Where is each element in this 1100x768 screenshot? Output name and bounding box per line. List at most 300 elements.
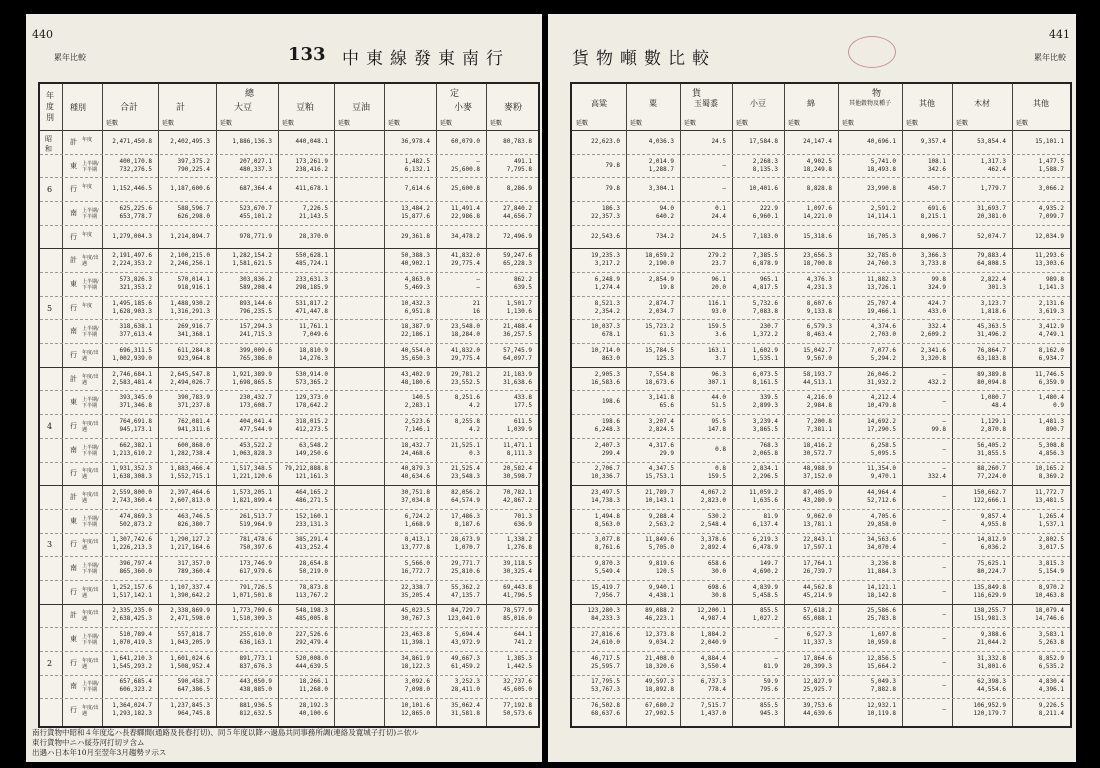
- page-number: 440: [32, 28, 53, 41]
- data-cell: 6,258.5 5,095.5: [870, 441, 896, 457]
- data-cell: 7,200.8 7,381.1: [806, 418, 832, 433]
- station-label: 東: [70, 516, 77, 525]
- data-cell: 318,015.2 412,273.5: [295, 418, 328, 433]
- station-label: 東: [70, 398, 77, 407]
- data-cell: 463,746.5 826,380.7: [177, 512, 210, 528]
- data-cell: 4,705.6 29,858.0: [867, 512, 896, 528]
- data-cell: 762,081.4 941,311.6: [177, 418, 210, 433]
- data-cell: 75,625.1 80,224.7: [977, 560, 1006, 576]
- row-line: [572, 414, 1070, 415]
- data-cell: 14,121.1 18,142.8: [867, 583, 896, 599]
- data-cell: 691.6 8,215.1: [920, 204, 946, 220]
- data-cell: 764,691.8 945,173.1: [119, 418, 152, 433]
- data-cell: 23,548.0 18,284.0: [451, 323, 480, 339]
- data-cell: 21,525.4 23,548.3: [451, 465, 480, 481]
- data-cell: 11,059.2 1,635.6: [749, 489, 778, 505]
- row-line: [40, 390, 538, 391]
- data-cell: 11,293.6 13,303.6: [1035, 252, 1064, 268]
- data-cell: 7,077.6 5,294.2: [870, 346, 896, 362]
- row-kind: 年度/出遇: [82, 492, 99, 505]
- data-cell: 12,373.8 9,034.2: [645, 631, 674, 647]
- row-line: [572, 556, 1070, 557]
- data-cell: 625,225.6 653,778.7: [119, 204, 152, 220]
- commodity-header: 麥粉: [504, 103, 523, 113]
- data-cell: 318,638.1 377,613.4: [119, 323, 152, 339]
- data-cell: 40,554.0 35,650.3: [401, 346, 430, 362]
- column-line: [784, 84, 785, 726]
- column-line: [384, 84, 385, 726]
- row-line: [572, 177, 1070, 178]
- data-cell: 550,628.1 485,724.1: [295, 252, 328, 268]
- year-label: 4: [47, 422, 53, 431]
- data-cell: —: [942, 398, 946, 406]
- row-kind: 上半期/下半期: [82, 563, 99, 576]
- data-cell: 39,118.5 30,325.4: [503, 560, 532, 576]
- data-cell: 11,746.5 6,359.9: [1035, 370, 1064, 386]
- data-cell: 78,873.8 113,767.2: [295, 583, 328, 599]
- data-cell: —: [942, 706, 946, 714]
- data-cell: 520,008.0 444,639.5: [295, 654, 328, 670]
- unit-header: 延數: [220, 120, 233, 127]
- data-cell: 13,484.2 15,877.6: [401, 204, 430, 220]
- data-cell: 433.8 177.5: [513, 394, 532, 410]
- table-number: 133: [288, 44, 326, 65]
- station-label: 南: [70, 208, 77, 217]
- commodity-header: 小麥: [454, 103, 473, 113]
- data-cell: 9,388.6 21,044.2: [977, 631, 1006, 647]
- data-cell: 52,074.7: [977, 232, 1006, 240]
- data-cell: 557,818.7 1,043,205.9: [170, 631, 210, 647]
- unit-header: 延數: [736, 120, 749, 127]
- data-cell: 2,706.7 10,336.7: [591, 465, 620, 481]
- row-line: [40, 698, 538, 699]
- data-cell: 29,361.8: [401, 232, 430, 240]
- data-cell: 106,952.9 120,179.7: [973, 702, 1006, 718]
- data-cell: 227,526.6 292,479.4: [295, 631, 328, 647]
- year-label: 3: [47, 540, 53, 550]
- data-cell: 9,870.3 5,549.4: [594, 560, 620, 576]
- row-kind: 年度/出遇: [82, 610, 99, 623]
- row-line: [40, 675, 538, 676]
- data-cell: 12,827.9 25,925.7: [803, 678, 832, 694]
- unit-header: 延數: [576, 120, 589, 127]
- data-cell: — —: [476, 275, 480, 291]
- data-cell: 1,107,337.4 1,390,642.2: [170, 583, 210, 599]
- row-line: [572, 509, 1070, 510]
- row-line: [40, 509, 538, 510]
- data-cell: 2,559,800.0 2,743,360.4: [112, 489, 152, 505]
- data-cell: —: [942, 540, 946, 548]
- data-cell: 1,886,136.3: [232, 137, 272, 145]
- data-cell: 198.6 6,248.3: [594, 418, 620, 433]
- data-cell: 644.1 741.2: [513, 631, 532, 647]
- page-title: 中東線發東南行: [342, 49, 510, 69]
- page-title-right: 貨物噸數比較: [572, 49, 716, 69]
- data-cell: 332.4 2,609.2: [920, 323, 946, 339]
- data-cell: 6,579.3 8,463.4: [806, 323, 832, 339]
- data-cell: 317,357.0 789,360.4: [177, 560, 210, 576]
- data-cell: 35,062.4 31,581.8: [451, 702, 480, 718]
- data-cell: 1,097.6 14,221.0: [803, 204, 832, 220]
- data-cell: 3,123.7 1,818.6: [980, 299, 1006, 315]
- column-line: [436, 84, 437, 726]
- data-cell: 23,656.3 18,700.8: [803, 252, 832, 268]
- data-cell: 1,214,894.7: [170, 232, 210, 240]
- data-cell: 96.1 20.0: [711, 275, 726, 291]
- data-cell: 1,237,845.3 964,745.8: [170, 702, 210, 718]
- commodity-header: 豆粕: [296, 103, 315, 113]
- data-cell: 63,548.2 149,250.6: [295, 441, 328, 457]
- data-cell: 269,916.7 341,368.1: [177, 323, 210, 339]
- row-line: [572, 438, 1070, 439]
- data-cell: 43,402.9 48,180.6: [401, 370, 430, 386]
- data-cell: —: [942, 658, 946, 666]
- data-cell: 8,251.6 4.2: [454, 394, 480, 410]
- data-cell: 28,370.0: [299, 232, 328, 240]
- data-cell: 99.8 324.9: [927, 275, 946, 291]
- data-cell: —: [774, 635, 778, 643]
- row-line: [40, 272, 538, 273]
- data-cell: 140.5 2,283.1: [404, 394, 430, 410]
- data-cell: 6,527.3 11,337.3: [803, 631, 832, 647]
- data-cell: 8,906.7: [920, 232, 946, 240]
- data-cell: 590,458.7 647,386.5: [177, 678, 210, 694]
- row-line: [40, 319, 538, 320]
- data-cell: —: [942, 587, 946, 595]
- data-cell: — 25,600.8: [451, 157, 480, 173]
- data-cell: 2,335,235.0 2,638,425.3: [112, 607, 152, 623]
- data-cell: 18,432.7 24,468.6: [401, 441, 430, 457]
- data-cell: 12,034.9: [1035, 232, 1064, 240]
- data-cell: 12,932.1 10,119.8: [867, 702, 896, 718]
- column-line: [486, 84, 487, 726]
- row-kind: 年度/出遇: [82, 586, 99, 599]
- row-line: [572, 154, 1070, 155]
- data-cell: 2,591.2 14,114.1: [867, 204, 896, 220]
- station-label: 行: [70, 303, 77, 312]
- data-cell: 1,601,024.6 1,508,952.4: [170, 654, 210, 670]
- data-cell: 390,783.9 371,237.8: [177, 394, 210, 410]
- data-cell: 8,970.2 10,463.8: [1035, 583, 1064, 599]
- data-cell: 8,286.9: [506, 185, 532, 193]
- row-kind: 年度/出遇: [82, 255, 99, 268]
- data-cell: 26,046.2 31,932.2: [867, 370, 896, 386]
- row-line: [572, 627, 1070, 628]
- footnote-1: 南行貨物中昭和４年度迄ハ長春驛間(通路及長春打切)、同５年度以降ハ過島共同事務所調(連絡及寛城子打切)ニ依ル: [32, 728, 419, 737]
- station-label: 行: [70, 350, 77, 359]
- data-cell: 89,389.8 80,094.8: [977, 370, 1006, 386]
- data-cell: 96.3 307.1: [707, 370, 726, 386]
- data-cell: — 81.9: [763, 654, 778, 670]
- data-cell: 1,129.1 2,870.8: [980, 418, 1006, 433]
- data-cell: 53,854.4: [977, 137, 1006, 145]
- data-cell: 17,795.5 53,767.3: [591, 678, 620, 694]
- data-cell: —: [942, 682, 946, 690]
- data-cell: 152,160.1 233,131.3: [295, 512, 328, 528]
- row-line: [572, 485, 1070, 486]
- data-cell: 10,401.6: [749, 185, 778, 193]
- group-label: 貨: [692, 89, 702, 99]
- data-cell: 1,477.5 1,588.7: [1038, 157, 1064, 173]
- data-cell: 129,373.0 178,642.2: [295, 394, 328, 410]
- data-cell: 15,784.5 125.3: [645, 346, 674, 362]
- data-cell: 1,481.3 890.7: [1038, 418, 1064, 433]
- data-cell: 1,338.2 1,276.8: [506, 536, 532, 552]
- row-kind: 年度/出遇: [82, 373, 99, 386]
- data-cell: 57,618.2 65,088.1: [803, 607, 832, 623]
- row-kind: 年度: [82, 136, 93, 143]
- data-cell: 397,375.2 790,225.4: [177, 157, 210, 173]
- row-line: [40, 154, 538, 155]
- column-line: [732, 84, 733, 726]
- data-cell: 2,834.1 2,296.5: [752, 465, 778, 481]
- data-cell: 70,782.1 42,867.2: [503, 489, 532, 505]
- data-cell: 11,772.7 13,481.5: [1035, 489, 1064, 505]
- data-cell: 44,964.4 52,712.6: [867, 489, 896, 505]
- unit-header: 延數: [842, 120, 855, 127]
- data-cell: 1,573,205.1 1,821,899.4: [232, 489, 272, 505]
- data-cell: 4,216.0 2,984.8: [806, 394, 832, 410]
- data-cell: 1,265.4 1,537.1: [1038, 512, 1064, 528]
- data-cell: 31,332.8 31,801.6: [977, 654, 1006, 670]
- side-tag-right: 累年比較: [1034, 53, 1066, 62]
- column-line: [62, 84, 63, 726]
- data-cell: 9,226.5 8,211.4: [1038, 702, 1064, 718]
- data-cell: 989.8 1,141.3: [1038, 275, 1064, 291]
- data-cell: 1,517,348.5 1,221,120.6: [232, 465, 272, 481]
- data-cell: 21,525.1 0.3: [451, 441, 480, 457]
- row-line: [40, 177, 538, 178]
- data-cell: 88,260.7 77,224.0: [977, 465, 1006, 481]
- data-cell: 1,494.8 8,563.0: [594, 512, 620, 528]
- data-cell: 443,050.9 438,885.0: [239, 678, 272, 694]
- data-cell: 3,141.8 65.6: [648, 394, 674, 410]
- data-cell: 2,854.9 19.8: [648, 275, 674, 291]
- data-cell: 173,261.9 238,416.2: [295, 157, 328, 173]
- data-cell: 279.2 23.7: [707, 252, 726, 268]
- data-cell: 9,857.4 4,955.8: [980, 512, 1006, 528]
- year-label: 2: [47, 658, 53, 668]
- data-cell: 23,463.8 11,398.1: [401, 631, 430, 647]
- data-cell: 2,407.3 299.4: [594, 441, 620, 457]
- row-line: [40, 533, 538, 534]
- row-line: [40, 485, 538, 486]
- data-cell: 1,641,210.3 1,545,293.2: [112, 654, 152, 670]
- data-cell: 9,062.0 13,781.1: [803, 512, 832, 528]
- unit-header: 延數: [282, 120, 295, 127]
- data-cell: 393,345.0 371,346.8: [119, 394, 152, 410]
- data-cell: 21,789.7 10,143.1: [645, 489, 674, 505]
- row-kind: 上半期/下半期: [82, 515, 99, 528]
- data-cell: 76,502.8 68,637.6: [591, 702, 620, 718]
- station-label: 南: [70, 327, 77, 336]
- data-cell: 2,746,684.1 2,583,481.4: [112, 370, 152, 386]
- station-label: 東: [70, 161, 77, 170]
- station-label: 南: [70, 682, 77, 691]
- data-cell: 0.1 24.4: [711, 204, 726, 220]
- station-label: 計: [70, 611, 77, 620]
- data-cell: 400,170.8 732,276.5: [119, 157, 152, 173]
- row-kind: 年度/出遇: [82, 539, 99, 552]
- unit-header: 延數: [338, 120, 351, 127]
- data-cell: —: [942, 493, 946, 501]
- data-cell: 411,678.1: [295, 185, 328, 193]
- data-cell: 94.0 640.2: [655, 204, 674, 220]
- data-cell: 6,724.2 1,668.9: [404, 512, 430, 528]
- data-cell: 34,478.2: [451, 232, 480, 240]
- data-cell: 22,843.1 17,597.1: [803, 536, 832, 552]
- data-cell: 22,543.6: [591, 232, 620, 240]
- data-cell: 31,693.7 20,381.0: [977, 204, 1006, 220]
- data-cell: —: [942, 516, 946, 524]
- data-cell: 978,771.9: [239, 232, 272, 240]
- station-label: 計: [70, 137, 77, 146]
- data-cell: 44,562.8 45,214.9: [803, 583, 832, 599]
- data-cell: 7,515.7 1,437.0: [700, 702, 726, 718]
- data-cell: 4,212.4 10,479.8: [867, 394, 896, 410]
- data-cell: 523,670.7 455,101.2: [239, 204, 272, 220]
- data-cell: 4,830.4 4,396.1: [1038, 678, 1064, 694]
- data-cell: 855.5 1,027.2: [752, 607, 778, 623]
- data-cell: 4,884.4 3,550.4: [700, 654, 726, 670]
- row-line: [40, 462, 538, 463]
- data-cell: 36,978.4: [401, 137, 430, 145]
- data-cell: 791,726.5 1,071,501.8: [232, 583, 272, 599]
- unit-header: 延數: [906, 120, 919, 127]
- data-cell: 261,513.7 519,964.9: [239, 512, 272, 528]
- column-line: [158, 84, 159, 726]
- data-cell: 21,408.0 18,320.6: [645, 654, 674, 670]
- row-kind: 年度/出遇: [82, 468, 99, 481]
- data-cell: 570,014.1 918,916.1: [177, 275, 210, 291]
- group-header-right: 定: [450, 89, 460, 99]
- data-cell: 658.6 30.0: [707, 560, 726, 576]
- data-cell: 34,861.9 18,122.3: [401, 654, 430, 670]
- row-line: [40, 580, 538, 581]
- data-cell: 32,785.0 24,760.3: [867, 252, 896, 268]
- data-cell: 1,697.8 10,959.8: [867, 631, 896, 647]
- data-cell: 5,694.4 43,972.9: [451, 631, 480, 647]
- data-cell: 2,014.9 1,288.7: [648, 157, 674, 173]
- category-header: 種別: [70, 103, 86, 112]
- row-line: [40, 414, 538, 415]
- data-cell: 530.2 2,548.4: [700, 512, 726, 528]
- data-cell: 45,363.5 31,496.2: [977, 323, 1006, 339]
- data-cell: 11,354.0 9,470.1: [867, 465, 896, 481]
- data-cell: 87,405.9 43,280.9: [803, 489, 832, 505]
- data-cell: 548,198.3 485,005.8: [295, 607, 328, 623]
- row-line: [572, 272, 1070, 273]
- data-cell: 1,187,600.6: [170, 185, 210, 193]
- station-label: 計: [70, 493, 77, 502]
- data-cell: 464,165.2 486,271.5: [295, 489, 328, 505]
- row-kind: 上半期/下半期: [82, 397, 99, 410]
- data-cell: 698.6 30.8: [707, 583, 726, 599]
- station-label: 計: [70, 374, 77, 383]
- station-label: 行: [70, 587, 77, 596]
- data-cell: 1,317.3 462.4: [980, 157, 1006, 173]
- row-kind: 上半期/下半期: [82, 207, 99, 220]
- data-cell: 1,282,154.2 1,581,621.5: [232, 252, 272, 268]
- commodity-header: 綿: [807, 99, 815, 108]
- data-cell: 123,280.3 84,233.3: [587, 607, 620, 623]
- data-cell: 3,252.3 28,411.0: [451, 678, 480, 694]
- data-cell: 1,080.7 48.4: [980, 394, 1006, 410]
- data-cell: 4,902.5 18,249.8: [803, 157, 832, 173]
- data-cell: 881,936.5 812,632.5: [239, 702, 272, 718]
- data-cell: 491.1 7,795.8: [506, 157, 532, 173]
- data-cell: 4,376.3 4,231.3: [806, 275, 832, 291]
- data-cell: 135,849.8 116,629.9: [973, 583, 1006, 599]
- data-cell: 396,797.4 865,360.0: [119, 560, 152, 576]
- data-cell: 1,883,466.4 1,552,715.1: [170, 465, 210, 481]
- data-cell: 39,753.6 44,639.6: [803, 702, 832, 718]
- data-cell: 30,751.8 37,034.8: [401, 489, 430, 505]
- data-cell: 159.5 3.6: [707, 323, 726, 339]
- row-line: [40, 343, 538, 344]
- row-line: [572, 367, 1070, 368]
- data-cell: 440,048.1: [295, 137, 328, 145]
- data-cell: 59,247.6 65,228.3: [503, 252, 532, 268]
- row-kind: 上半期/下半期: [82, 326, 99, 339]
- data-cell: 2,341.6 3,320.8: [920, 346, 946, 362]
- group-header: 總: [245, 89, 255, 99]
- data-cell: 18,810.9 14,276.3: [299, 346, 328, 362]
- data-cell: 163.1 3.7: [707, 346, 726, 362]
- data-cell: 24.5: [711, 137, 726, 145]
- row-line: [40, 367, 538, 368]
- data-cell: 58,193.7 44,513.1: [803, 370, 832, 386]
- data-cell: 1,884.2 2,040.9: [700, 631, 726, 647]
- data-cell: 2,338,869.9 2,471,598.0: [170, 607, 210, 623]
- row-kind: 年度/出遇: [82, 657, 99, 670]
- data-cell: 22,623.0: [591, 137, 620, 145]
- data-cell: 2,402,495.3: [170, 137, 210, 145]
- unit-header: 延數: [684, 120, 697, 127]
- data-cell: 27,816.6 24,610.0: [591, 631, 620, 647]
- row-line: [40, 438, 538, 439]
- data-cell: 0.8 159.5: [707, 465, 726, 481]
- data-cell: 28,654.8 50,219.0: [299, 560, 328, 576]
- data-cell: 7,226.5 21,143.5: [299, 204, 328, 220]
- data-cell: 657,685.4 606,323.2: [119, 678, 152, 694]
- column-line: [680, 84, 681, 726]
- data-cell: 11,761.1 7,049.6: [299, 323, 328, 339]
- row-kind: 上半期/下半期: [82, 634, 99, 647]
- data-cell: 25,600.8: [451, 185, 480, 193]
- row-line: [40, 604, 538, 605]
- data-cell: 588,596.7 626,298.0: [177, 204, 210, 220]
- data-cell: 95.5 147.8: [707, 418, 726, 433]
- data-cell: 9,357.4: [920, 137, 946, 145]
- row-line: [572, 390, 1070, 391]
- data-cell: 2,905.3 16,583.6: [591, 370, 620, 386]
- unit-header: 延數: [1016, 120, 1029, 127]
- row-line: [40, 201, 538, 202]
- station-label: 行: [70, 422, 77, 430]
- data-cell: 81.9 6,137.4: [752, 512, 778, 528]
- data-cell: 474,869.3 502,873.2: [119, 512, 152, 528]
- data-cell: 48,988.9 37,152.0: [803, 465, 832, 481]
- data-cell: 8,162.0 6,934.7: [1038, 346, 1064, 362]
- row-line: [572, 698, 1070, 699]
- data-cell: 17,864.6 20,399.3: [803, 654, 832, 670]
- station-label: 行: [70, 540, 77, 549]
- column-line: [216, 84, 217, 726]
- row-line: [572, 343, 1070, 344]
- data-cell: 893,144.6 796,235.5: [239, 299, 272, 315]
- data-cell: 3,412.9 4,749.1: [1038, 323, 1064, 339]
